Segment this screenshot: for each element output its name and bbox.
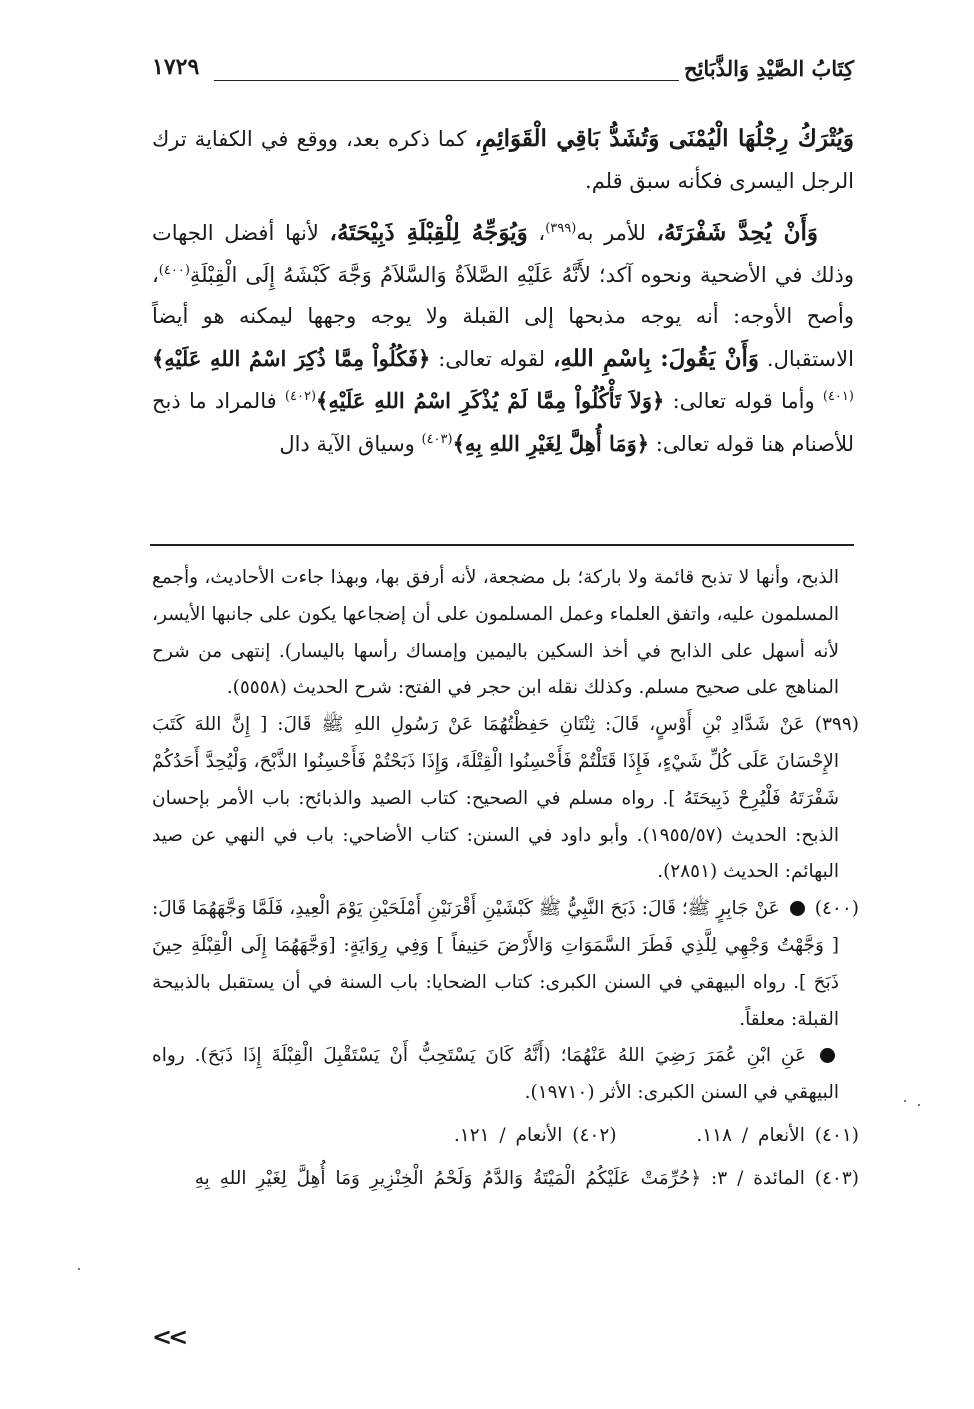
paragraph-2: وَأَنْ يُحِدَّ شَفْرَتَهُ، للأمر به$^{(٣٩٩)}$، وَيُوَجِّهُ لِلْقِبْلَةِ ذَبِيْحَتَهُ، لأنها أفضل الجهات وذلك في الأضحية ونحوه آكد؛ لأَنَّهُ عَلَيْهِ الصَّلاَةُ وَالسَّلاَمُ وَجَّهَ كَبْشَهُ إِلَى الْقِبْلَةِ$^{(٤٠٠)}$، وأصح الأوجه: أنه يوجه مذبحها إلى القبلة ولا يوجه وجهها ليمكنه هو أيضاً الاستقبال. وَأَنْ يَقُولَ: بِاسْمِ اللهِ، لقوله تعالى: ﴿فَكُلُواْ مِمَّا ذُكِرَ اسْمُ اللهِ عَلَيْهِ﴾$^{(٤٠١)}$ وأما قوله تعالى: ﴿وَلاَ تَأْكُلُواْ مِمَّا لَمْ يُذْكَرِ اسْمُ اللهِ عَلَيْهِ﴾$^{(٤٠٢)}$ فالمراد ما ذبح للأصنام هنا قوله تعالى: ﴿وَمَا أُهِلَّ لِغَيْرِ اللهِ بِهِ﴾$^{(٤٠٣)}$ وسياق الآية دال xyxy=(152,219,854,456)
footnote-401: (٤٠١) الأنعام / ١١٨. xyxy=(696,1124,859,1146)
scan-speck xyxy=(904,1100,906,1102)
commentary-text: وسياق الآية دال xyxy=(279,431,415,456)
matn-text: وَيُتْرَكُ رِجْلُهَا الْيُمْنَى وَتُشَدُّ بَاقِي الْقَوَائِمِ، xyxy=(474,125,854,152)
footnote-ref[interactable]: (٤٠٠) xyxy=(158,262,190,278)
footnotes xyxy=(152,560,859,1198)
footnote-399: (٣٩٩) عَنْ شَدَّادِ بْنِ أَوْسٍ، قَالَ: ثِنْتَانِ حَفِظْتُهُمَا عَنْ رَسُولِ اللهِ ﷺ قَالَ: [ إِنَّ اللهَ كَتَبَ الإِحْسَانَ عَلَى كُلِّ شَيْءٍ، فَإِذَا قَتَلْتُمْ فَأَحْسِنُوا الْقِتْلَةَ، وَإِذَا ذَبَحْتُمْ فَأَحْسِنُوا الذَّبْحَ، وَلْيُحِدَّ أَحَدُكُمْ شَفْرَتَهُ فَلْيُرِحْ ذَبِيحَتَهُ ]. رواه مسلم في الصحيح: كتاب الصيد والذبائح: باب الأمر بإحسان الذبح: الحديث (١٩٥٥/٥٧). وأبو داود في السنن: كتاب الأضاحي: باب في النهي عن صيد البهائم: الحديث (٢٨٥١). xyxy=(152,714,859,883)
footnote-402: (٤٠٢) الأنعام / ١٢١. xyxy=(453,1124,617,1146)
matn-text: وَأَنْ يُحِدَّ شَفْرَتَهُ، xyxy=(656,219,818,246)
footnote-divider xyxy=(150,544,854,546)
commentary-text: فالمراد ما ذبح للأصنام هنا قوله تعالى: xyxy=(152,389,854,456)
matn-text: وَيُوَجِّهُ لِلْقِبْلَةِ ذَبِيْحَتَهُ، xyxy=(329,219,528,246)
commentary-text: للأمر به xyxy=(576,221,646,245)
commentary-text: وأما قوله تعالى: xyxy=(672,389,815,413)
header-rule xyxy=(214,80,679,81)
commentary-text: لقوله تعالى: xyxy=(438,346,546,371)
footnote-400 xyxy=(152,891,859,1038)
footnote-400-b xyxy=(152,1038,859,1112)
main-text xyxy=(152,118,854,475)
matn-text: وَأَنْ يَقُولَ: بِاسْمِ اللهِ، xyxy=(552,344,759,372)
footnote-400-text-b: عَنِ ابْنِ عُمَرَ رَضِيَ اللهُ عَنْهُمَا؛ (أَنَّهُ كَانَ يَسْتَحِبُّ أَنْ يَسْتَقْبِلَ الْقِبْلَةَ إِذَا ذَبَحَ). رواه البيهقي في السنن الكبرى: الأثر (١٩٧١٠). xyxy=(152,1045,839,1104)
bullet-dot-icon xyxy=(820,1048,835,1063)
scan-speck xyxy=(78,1268,80,1270)
commentary-text: لأنها أفضل الجهات وذلك في الأضحية ونحوه آكد؛ لأَنَّهُ عَلَيْهِ الصَّلاَةُ وَالسَّلاَمُ وَجَّهَ كَبْشَهُ إِلَى الْقِبْلَةِ xyxy=(152,221,854,287)
footnote-ref[interactable]: (٣٩٩) xyxy=(545,221,577,236)
paragraph-1 xyxy=(152,118,854,202)
running-title: كِتَابُ الصَّيْدِ وَالذَّبَائِح xyxy=(684,56,854,81)
footnote-401-402 xyxy=(152,1118,859,1155)
footnote-ref[interactable]: (٤٠٣) xyxy=(421,431,453,447)
footnote-continuation: الذبح، وأنها لا تذبح قائمة ولا باركة؛ بل مضجعة، لأنه أرفق بها، وبهذا جاءت الأحاديث، وأجمع المسلمون عليه، واتفق العلماء وعمل المسلمون على أن إضجاعها يكون على جانبها الأيسر، لأنه أسهل على الذابح في أخذ السكين باليمين وإمساك رأسها باليسار). إنتهى من شرح المناهج على صحيح مسلم. وكذلك نقله ابن حجر في الفتح: شرح الحديث (٥٥٥٨). xyxy=(152,567,839,699)
bullet-dot-icon xyxy=(790,901,805,916)
footnote-ref[interactable]: (٤٠١) xyxy=(822,389,854,404)
commentary-text: كما ذكره بعد، ووقع في الكفاية ترك الرجل اليسرى فكأنه سبق قلم. xyxy=(152,127,854,193)
footnote-400-text-a: عَنْ جَابِرٍ ﷺ؛ قَالَ: ذَبَحَ النَّبِيُّ ﷺ كَبْشَيْنِ أَقْرَنَيْنِ أَمْلَحَيْنِ يَوْمَ الْعِيدِ، فَلَمَّا وَجَّهَهُمَا قَالَ: [ وَجَّهْتُ وَجْهِي لِلَّذِي فَطَرَ السَّمَوَاتِ وَالأَرْضَ حَنِيفاً ] وَفِي رِوَايَةٍ: [وَجَّهَهُمَا إِلَى الْقِبْلَةِ حِينَ ذَبَحَ ]. رواه البيهقي في السنن الكبرى: كتاب الضحايا: باب السنة في أن يستقبل بالذبيحة القبلة: معلقاً. xyxy=(152,898,839,1030)
footnote-number: (٤٠٠) xyxy=(814,898,860,920)
page-header xyxy=(152,50,854,86)
footnote-403: (٤٠٣) المائدة / ٣: ﴿حُرِّمَتْ عَلَيْكُمُ الْمَيْتَةُ وَالدَّمُ وَلَحْمُ الْخِنْزِيرِ وَمَا أُهِلَّ لِغَيْرِ اللهِ بِهِ xyxy=(194,1167,859,1189)
quran-quote: ﴿وَلاَ تَأْكُلُواْ مِمَّا لَمْ يُذْكَرِ اسْمُ اللهِ عَلَيْهِ﴾ xyxy=(316,388,665,413)
footnote-ref[interactable]: (٤٠٢) xyxy=(284,389,317,404)
quran-quote: ﴿فَكُلُواْ مِمَّا ذُكِرَ اسْمُ اللهِ عَلَيْهِ﴾ xyxy=(152,345,431,371)
continuation-arrow-icon: << xyxy=(152,1322,185,1351)
page-number: ١٧٢٩ xyxy=(152,54,200,80)
commentary-text: ، وأصح الأوجه: أنه يوجه مذبحها إلى القبلة ولا يوجه وجهها ليمكنه هو أيضاً الاستقبال. xyxy=(152,262,854,371)
scan-speck xyxy=(918,1104,920,1106)
quran-quote: ﴿وَمَا أُهِلَّ لِغَيْرِ اللهِ بِهِ﴾ xyxy=(452,430,650,456)
